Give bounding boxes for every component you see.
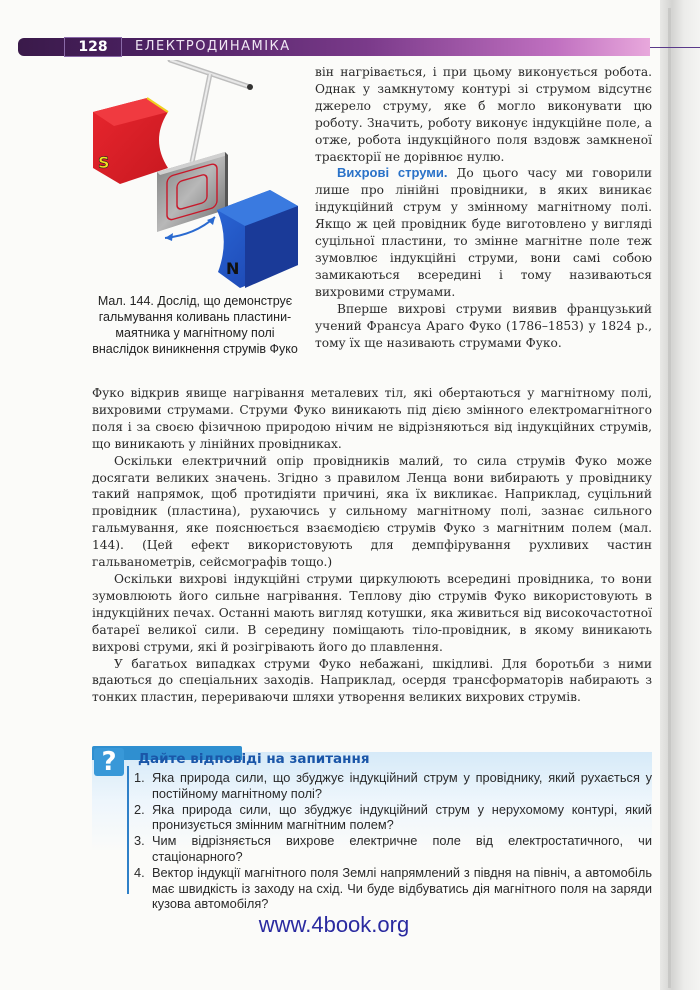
paragraph-lenz: Оскільки електричний опір провідників малий, то сила струмів Фуко може досягати великих значень. Згідно з правилом Ленца вони вибирають у провіднику такий напрямок, щоб протидіяти причині, яка їх викликає. Наприклад, суцільний провідник (пластина), рухаючись у сильному магнітному полі, зазнає сильного гальмування, яке пояснюється взаємодією струмів Фуко з магнітним полем (мал. 144). (Цей ефект використовують для демпфірування рухливих частин гальванометрів, сейсмографів тощо.) — [92, 453, 652, 570]
paragraph-history-cont: Фуко відкрив явище нагрівання металевих тіл, які обертаються у магнітному полі, вихровими струмами. Струми Фуко виникають під дією змінного електромагнітного поля і за своєю фізичною природою нічим не відрізняються від індукційних струмів, що виникають у лінійних провідниках. — [92, 386, 652, 451]
question-item: 2. Яка природа сили, що збуджує індукційний струм у нерухомому контурі, який пронизується змінним магнітним полем? — [134, 801, 652, 833]
pole-label-n: N — [226, 259, 240, 278]
paragraph-history-start: Вперше вихрові струми виявив французький учений Франсуа Араго Фуко (1786–1853) у 1824 р., тому їх ще називають струмами Фуко. — [315, 301, 652, 350]
header-rule — [650, 47, 700, 48]
paragraph-text: До цього часу ми говорили лише про лінійні провідники, в яких виникає індукційний струм у змінному магнітному полі. Якщо ж цей провідник буде виготовлено у вигляді суцільної пластини, то змінне магнітне поле теж зумовлює індукційні струми, вони самі собою замикаються всередині і тому називаються вихровими струмами. — [315, 166, 652, 299]
page-number: 128 — [64, 37, 122, 57]
question-item: 3. Чим відрізняється вихрове електричне поле від електростатичного, чи стаціонарного? — [134, 833, 652, 864]
pole-label-s: S — [98, 153, 110, 172]
question-mark-icon: ? — [94, 748, 124, 776]
bottom-margin — [0, 990, 700, 1002]
paragraph-eddy-currents — [315, 165, 652, 300]
pendulum-rod — [170, 60, 253, 162]
metal-plate — [157, 152, 228, 232]
section-heading: Вихрові струми. — [337, 165, 448, 181]
page-edge — [668, 8, 671, 988]
question-item: 1. Яка природа сили, що збуджує індукційний струм у провіднику, який рухається у постійному магнітному полі? — [134, 770, 652, 801]
question-item: 4. Вектор індукції магнітного поля Землі напрямлений з півдня на північ, а автомобіль має швидкість із заходу на схід. Чи буде відбуватись дія магнітного поля на заряди кузова автомобіля? — [134, 864, 652, 912]
paragraph-heating: Оскільки вихрові індукційні струми циркулюють всередині провідника, то вони зумовлюють його сильне нагрівання. Теплову дію струмів Фуко використовують в індукційних печах. Останні мають вигляд котушки, яка живиться від високочастотної батареї великої сили. В середину поміщають тіло-провідник, в якому виникають вихрові струми, які й розігрівають його до плавлення. — [92, 571, 652, 654]
figure-eddy-current-experiment — [80, 60, 305, 295]
chapter-title: ЕЛЕКТРОДИНАМІКА — [135, 39, 291, 54]
magnet-s — [93, 98, 168, 184]
questions-left-rule — [127, 766, 129, 894]
watermark-link[interactable]: www.4book.org — [258, 912, 410, 937]
paragraph-continued: він нагрівається, і при цьому виконується робота. Однак у замкнутому контурі зі струмом відсутнє джерело струму, яке б могло виконувати цю роботу. Значить, роботу виконує індукційне поле, а отже, робота індукційного поля вздовж замкненої траєкторії не дорівнює нулю. — [315, 65, 652, 164]
figure-caption: Мал. 144. Дослід, що демонструє гальмування коливань пластини-маятника у магнітному полі внаслідок виникнення струмів Фуко — [92, 294, 298, 356]
magnet-n — [217, 190, 298, 288]
questions-title: Дайте відповіді на запитання — [138, 751, 370, 767]
text-column-right — [315, 64, 652, 351]
pendulum-magnet-illustration — [80, 60, 305, 295]
questions-box — [92, 746, 652, 912]
page-spine-shadow — [660, 0, 700, 990]
questions-list — [134, 770, 652, 912]
paragraph-harmful: У багатьох випадках струми Фуко небажані, шкідливі. Для боротьби з ними вдаються до спеціальних заходів. Наприклад, осердя трансформаторів набирають з тонких пластин, перериваючи шляхи утворення великих вихрових струмів. — [92, 656, 652, 705]
text-column-full — [92, 385, 652, 706]
